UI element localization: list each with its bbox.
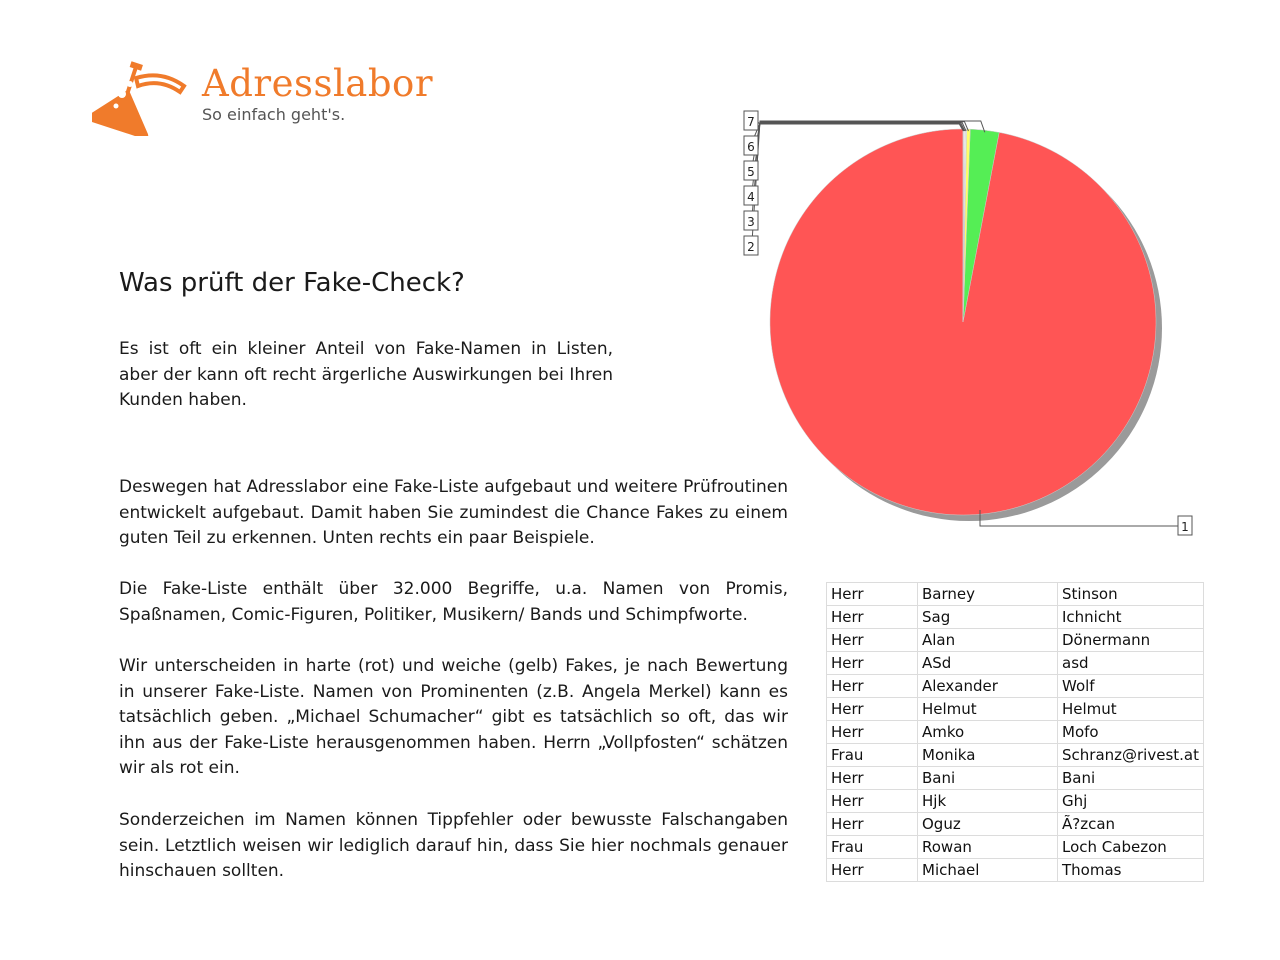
table-row — [827, 813, 1204, 836]
first-name-cell: Sag — [918, 606, 1058, 629]
table-row — [827, 859, 1204, 882]
fake-pie-chart — [700, 100, 1220, 550]
paragraph-fake-list: Deswegen hat Adresslabor eine Fake-Liste aufgebaut und weitere Prüfroutinen entwickelt aufgebaut. Damit haben Sie zumindest die Chance Fakes zu einem guten Teil zu erkennen. Unten rechts ein paar Beispiele. — [119, 477, 788, 548]
first-name-cell: ASd — [918, 652, 1058, 675]
paragraph-special-chars: Sonderzeichen im Namen können Tippfehler oder bewusste Falschangaben sein. Letztlich weisen wir lediglich darauf hin, dass Sie hier nochmals genauer hinschauen sollten. — [119, 810, 788, 881]
table-row — [827, 790, 1204, 813]
first-name-cell: Alexander — [918, 675, 1058, 698]
first-name-cell: Alan — [918, 629, 1058, 652]
paragraph-terms: Die Fake-Liste enthält über 32.000 Begriffe, u.a. Namen von Promis, Spaßnamen, Comic-Figuren, Politiker, Musikern/ Bands und Schimpfworte. — [119, 579, 788, 625]
paragraph-hard-soft: Wir unterscheiden in harte (rot) und weiche (gelb) Fakes, je nach Bewertung in unserer Fake-Liste. Namen von Prominenten (z.B. Angela Merkel) kann es tatsächlich geben. „Michael Schumacher“ gibt es tatsächlich so oft, das wir ihn aus der Fake-Liste herausgenommen haben. Herrn „Vollpfosten“ schätzen wir als rot ein. — [119, 656, 788, 778]
salutation-cell: Herr — [827, 813, 918, 836]
table-row — [827, 583, 1204, 606]
flask-logo-icon — [92, 58, 192, 136]
page-title: Was prüft der Fake-Check? — [119, 268, 465, 298]
last-name-cell: asd — [1058, 652, 1204, 675]
callout-label-1: 1 — [1181, 520, 1189, 534]
callout-label-7: 7 — [747, 115, 755, 129]
logo-title: Adresslabor — [202, 62, 434, 105]
last-name-cell: Mofo — [1058, 721, 1204, 744]
last-name-cell: Loch Cabezon — [1058, 836, 1204, 859]
salutation-cell: Frau — [827, 836, 918, 859]
first-name-cell: Hjk — [918, 790, 1058, 813]
first-name-cell: Oguz — [918, 813, 1058, 836]
last-name-cell: Bani — [1058, 767, 1204, 790]
callout-label-6: 6 — [747, 140, 755, 154]
callout-label-3: 3 — [747, 215, 755, 229]
salutation-cell: Herr — [827, 698, 918, 721]
table-row — [827, 721, 1204, 744]
first-name-cell: Amko — [918, 721, 1058, 744]
table-row — [827, 675, 1204, 698]
callout-label-4: 4 — [747, 190, 755, 204]
table-row — [827, 767, 1204, 790]
logo-subtitle: So einfach geht's. — [202, 105, 346, 124]
last-name-cell: Wolf — [1058, 675, 1204, 698]
callout-label-5: 5 — [747, 165, 755, 179]
first-name-cell: Helmut — [918, 698, 1058, 721]
table-row — [827, 698, 1204, 721]
salutation-cell: Herr — [827, 721, 918, 744]
first-name-cell: Monika — [918, 744, 1058, 767]
salutation-cell: Frau — [827, 744, 918, 767]
salutation-cell: Herr — [827, 652, 918, 675]
last-name-cell: Ghj — [1058, 790, 1204, 813]
last-name-cell: Helmut — [1058, 698, 1204, 721]
table-row — [827, 629, 1204, 652]
first-name-cell: Bani — [918, 767, 1058, 790]
example-table — [826, 582, 1204, 882]
first-name-cell: Rowan — [918, 836, 1058, 859]
paragraph-intro: Es ist oft ein kleiner Anteil von Fake-Namen in Listen, aber der kann oft recht ärgerliche Auswirkungen bei Ihren Kunden haben. — [119, 339, 613, 410]
callout-line-7 — [752, 117, 963, 131]
table-row — [827, 652, 1204, 675]
salutation-cell: Herr — [827, 767, 918, 790]
callout-label-2: 2 — [747, 240, 755, 254]
salutation-cell: Herr — [827, 629, 918, 652]
salutation-cell: Herr — [827, 675, 918, 698]
table-row — [827, 744, 1204, 767]
salutation-cell: Herr — [827, 583, 918, 606]
table-row — [827, 606, 1204, 629]
last-name-cell: Stinson — [1058, 583, 1204, 606]
last-name-cell: Thomas — [1058, 859, 1204, 882]
salutation-cell: Herr — [827, 859, 918, 882]
last-name-cell: Ã?zcan — [1058, 813, 1204, 836]
last-name-cell: Schranz@rivest.at — [1058, 744, 1204, 767]
first-name-cell: Barney — [918, 583, 1058, 606]
first-name-cell: Michael — [918, 859, 1058, 882]
salutation-cell: Herr — [827, 606, 918, 629]
last-name-cell: Dönermann — [1058, 629, 1204, 652]
salutation-cell: Herr — [827, 790, 918, 813]
table-row — [827, 836, 1204, 859]
last-name-cell: Ichnicht — [1058, 606, 1204, 629]
